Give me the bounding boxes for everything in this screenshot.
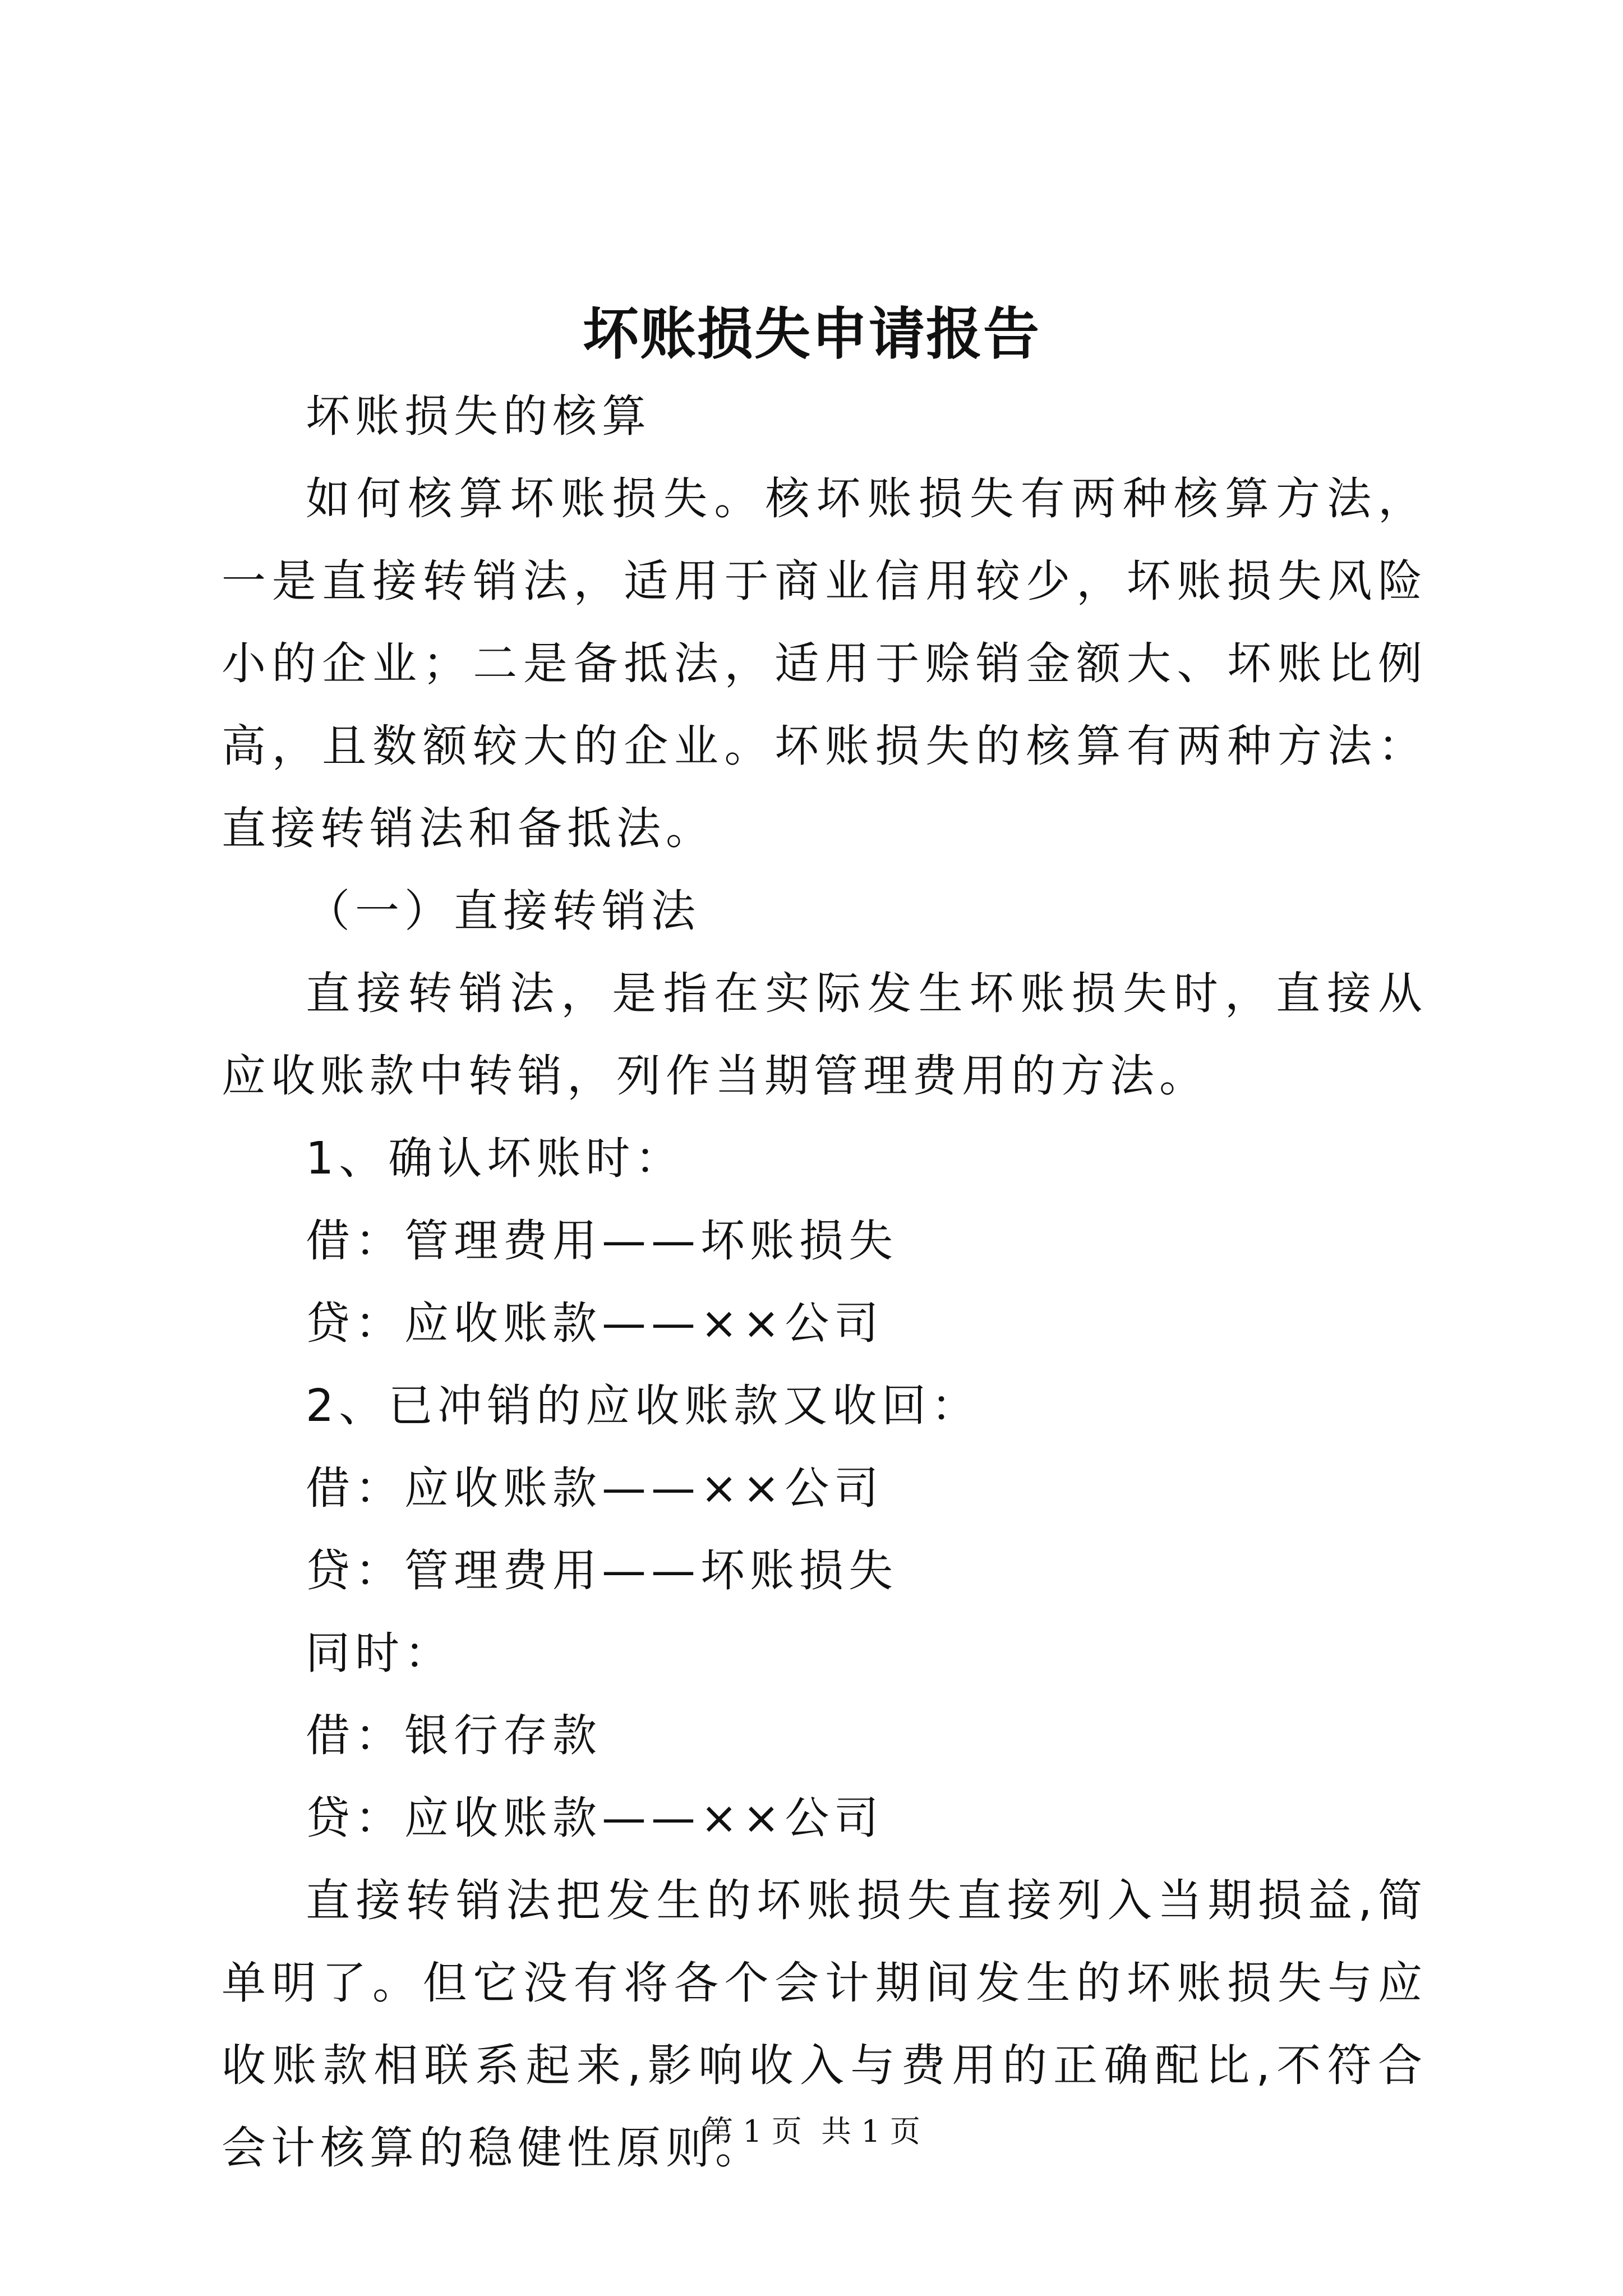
paragraph-heading-bad-debt-accounting: 坏账损失的核算 — [306, 390, 651, 442]
paragraph-entry-debit-3: 借：银行存款 — [306, 1710, 602, 1761]
paragraph-meanwhile: 同时： — [306, 1627, 454, 1679]
paragraph-step-2: 2、已冲销的应收账款又收回： — [306, 1380, 981, 1432]
page-number-label: 第 1 页 共 1 页 — [703, 2114, 920, 2149]
paragraph-definition: 直接转销法，是指在实际发生坏账损失时，直接从应收账款中转销，列作当期管理费用的方法。 — [222, 968, 1427, 1102]
paragraph-step-1: 1、确认坏账时： — [306, 1133, 685, 1184]
paragraph-entry-debit-1: 借：管理费用——坏账损失 — [306, 1215, 898, 1267]
paragraph-entry-debit-2: 借：应收账款——××公司 — [306, 1462, 884, 1514]
paragraph-conclusion: 直接转销法把发生的坏账损失直接列入当期损益,简单明了。但它没有将各个会计期间发生的坏账损失与应收账款相联系起来,影响收入与费用的正确配比,不符合会计核算的稳健性原则。 — [222, 1875, 1427, 2174]
page-footer — [0, 2109, 1623, 2154]
document-body — [222, 375, 1427, 2189]
paragraph-intro: 如何核算坏账损失。核坏账损失有两种核算方法，一是直接转销法，适用于商业信用较少，坏账损失风险小的企业；二是备抵法，适用于赊销金额大、坏账比例高，且数额较大的企业。坏账损失的核算有两种方法：直接转销法和备抵法。 — [222, 473, 1427, 854]
paragraph-entry-credit-2: 贷：管理费用——坏账损失 — [306, 1545, 898, 1596]
document-title: 坏账损失申请报告 — [583, 301, 1040, 367]
paragraph-entry-credit-1: 贷：应收账款——××公司 — [306, 1297, 884, 1349]
paragraph-section-heading: （一）直接转销法 — [306, 885, 700, 937]
paragraph-entry-credit-3: 贷：应收账款——××公司 — [306, 1792, 884, 1844]
